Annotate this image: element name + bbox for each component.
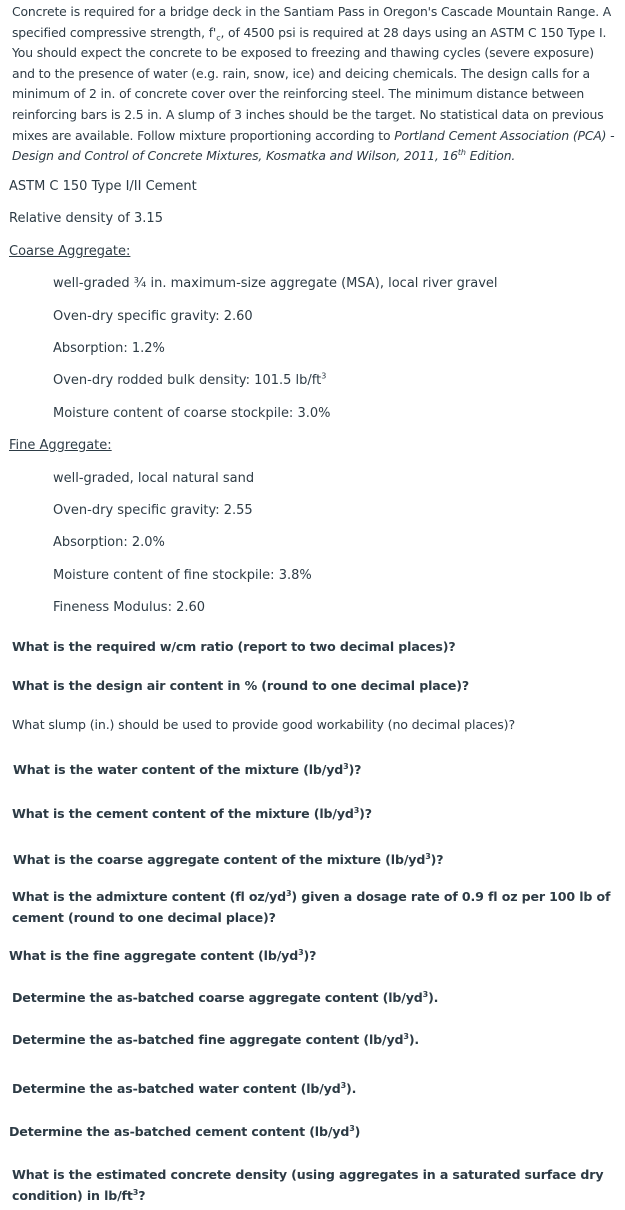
question-concrete-density: What is the estimated concrete density (using aggregates in a saturated surface dry condition) in $lb/ft^3$?: [12, 1167, 604, 1203]
fine-item-moisture: Moisture content of fine stockpile: 3.8%: [53, 568, 312, 583]
intro-subscript: c: [216, 33, 221, 43]
coarse-aggregate-heading: Coarse Aggregate:: [9, 244, 131, 259]
question-admixture-content: What is the admixture content (fl $oz/yd^3$) given a dosage rate of 0.9 fl oz per 100 lb of cement (round to one decimal place)?: [12, 888, 611, 925]
question-air-content: What is the design air content in % (round to one decimal place)?: [12, 678, 470, 693]
cement-density: Relative density of 3.15: [9, 211, 163, 226]
coarse-item-absorption: Absorption: 1.2%: [53, 341, 165, 356]
question-coarse-aggregate-content: What is the coarse aggregate content of the mixture $(lb/yd^3)$?: [13, 851, 444, 867]
intro-text-cont: , of 4500 psi is required at 28 days using an ASTM C 150 Type I. You should expect the concrete to be exposed to freezing and thawing cycles (severe exposure) and to the presence of water (e.g. rain, snow, ice) and deicing chemicals. The design calls for a minimum of 2 in. of concrete cover over the reinforcing steel. The minimum distance between reinforcing bars is 2.5 in. A slump of 3 inches should be the target. No statistical data on previous mixes are available. Follow mixture proportioning according to: [12, 24, 607, 143]
coarse-item-moisture: Moisture content of coarse stockpile: 3.0%: [53, 406, 331, 421]
fine-aggregate-heading: Fine Aggregate:: [9, 438, 112, 453]
fine-item-description: well-graded, local natural sand: [53, 471, 255, 486]
question-slump: What slump (in.) should be used to provide good workability (no decimal places)?: [12, 717, 515, 732]
question-cement-content: What is the cement content of the mixture $(lb/yd^3)$?: [12, 805, 372, 821]
cement-type: ASTM C 150 Type I/II Cement: [9, 179, 197, 194]
question-as-batched-cement: Determine the as-batched cement content $(lb/yd^3)$: [9, 1123, 361, 1139]
coarse-item-specific-gravity: Oven-dry specific gravity: 2.60: [53, 309, 253, 324]
question-wcm-ratio: What is the required w/cm ratio (report to two decimal places)?: [12, 639, 456, 654]
question-as-batched-water: Determine the as-batched water content $(lb/yd^3)$.: [12, 1080, 357, 1096]
fine-item-specific-gravity: Oven-dry specific gravity: 2.55: [53, 503, 253, 518]
question-as-batched-fine: Determine the as-batched fine aggregate content $(lb/yd^3)$.: [12, 1031, 420, 1047]
question-water-content: What is the water content of the mixture $(lb/yd^3)$?: [13, 761, 362, 777]
reference-citation: Portland Cement Association (PCA) - Design and Control of Concrete Mixtures, Kosmatka and Wilson, 2011, 16th Edition.: [12, 127, 615, 164]
question-as-batched-coarse: Determine the as-batched coarse aggregate content $(lb/yd^3)$.: [12, 989, 439, 1005]
fine-item-fineness-modulus: Fineness Modulus: 2.60: [53, 600, 206, 615]
coarse-item-bulk-density: Oven-dry rodded bulk density: 101.5 $lb/ft^3$: [53, 371, 327, 388]
intro-text: Concrete is required for a bridge deck in the Santiam Pass in Oregon's Cascade Mountain Range. A specified compressive strength, f': [12, 4, 612, 40]
question-fine-aggregate-content: What is the fine aggregate content $(lb/yd^3)$?: [9, 947, 317, 963]
problem-statement: [12, 2, 616, 167]
fine-item-absorption: Absorption: 2.0%: [53, 535, 165, 550]
coarse-item-description: well-graded ¾ in. maximum-size aggregate (MSA), local river gravel: [53, 276, 498, 291]
